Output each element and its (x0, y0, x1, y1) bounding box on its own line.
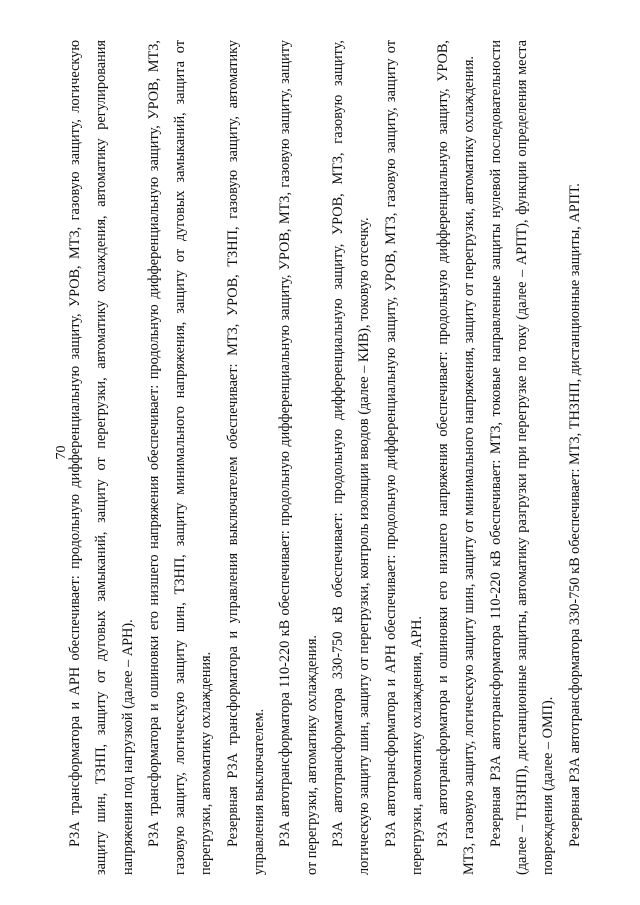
paragraph: РЗА автотрансформатора и АРН обеспечивает: продольную дифференциальную защиту, УРОВ, МТЗ, газовую защиту, защиту от перегрузки, автоматику охлаждения, АРН. (382, 40, 425, 875)
paragraph: Резервная РЗА автотрансформатора 110-220 кВ обеспечивает: МТЗ, токовые направленные защиты нулевой последовательности (далее – ТНЗНП), дистанционные защиты, автоматику разгрузки при перегрузке по току (далее – АРПТ), функции определения места повреждения (далее – ОМП). (487, 40, 557, 875)
paragraph: Резервная РЗА трансформатора и управления выключателем обеспечивает: МТЗ, УРОВ, ТЗНП, газовую защиту, автоматику управления выключателем. (224, 40, 268, 875)
paragraph: РЗА автотрансформатора 330-750 кВ обеспечивает: продольную дифференциальную защиту, УРОВ, МТЗ, газовую защиту, логическую защиту шин, защиту от перегрузки, контроль изоляции вводов (далее – КИВ), токовую отсечку. (329, 40, 373, 875)
paragraph: РЗА автотрансформатора и ошиновки его низшего напряжения обеспечивает: продольную дифференциальную защиту, УРОВ, МТЗ, газовую защиту, логическую защиту шин, защиту от минимального напряжения, защиту от перегрузки, автоматику охлаждения. (435, 40, 478, 875)
paragraph: Резервная РЗА автотрансформатора 330-750 кВ обеспечивает: МТЗ, ТНЗНП, дистанционные защиты, АРПТ. (566, 183, 583, 847)
paragraph: РЗА автотрансформатора 110-220 кВ обеспечивает: продольную дифференциальную защиту, УРОВ, МТЗ, газовую защиту, защиту от перегрузки, автоматику охлаждения. (277, 40, 320, 875)
paragraph: РЗА трансформатора и АРН обеспечивает: продольную дифференциальную защиту, УРОВ, МТЗ, газовую защиту, логическую защиту шин, ТЗНП, защиту от дуговых замыканий, защиту от перегрузки, автоматику охлаждения, автоматику регулирования напряжения под нагрузкой (далее – АРН). (67, 40, 136, 875)
paragraph: РЗА трансформатора и ошиновки его низшего напряжения обеспечивает: продольную дифференциальную защиту, УРОВ, МТЗ, газовую защиту, логическую защиту шин, ТЗНП, защиту минимального напряжения, защиту от дуговых замыканий, защита от перегрузки, автоматику охлаждения. (145, 40, 215, 875)
page-number: 70 (54, 445, 69, 460)
document-body (62, 40, 588, 875)
